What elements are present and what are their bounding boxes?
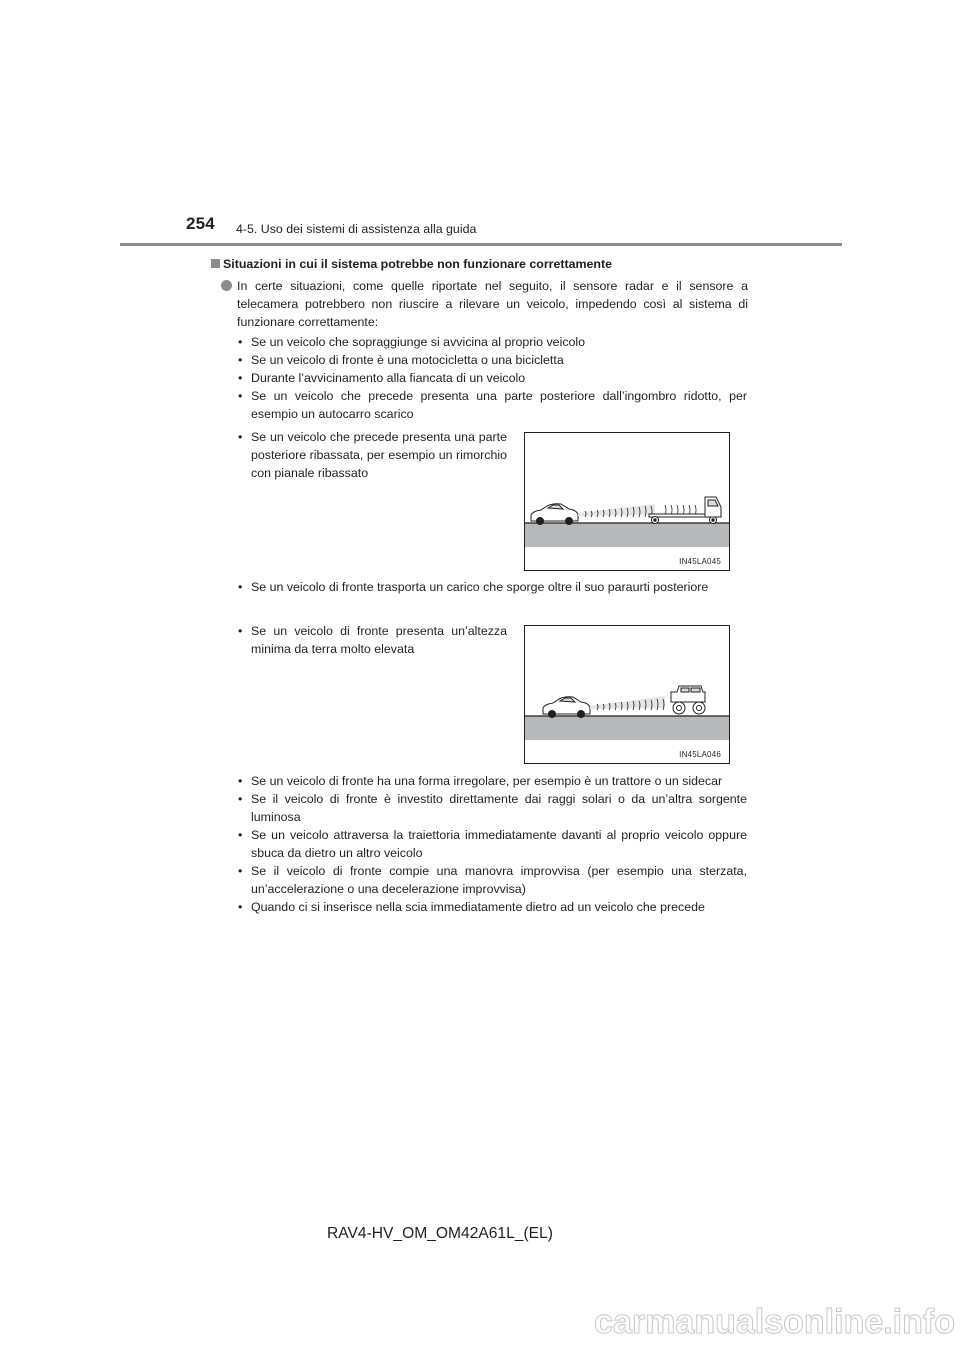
watermark [0,1295,960,1345]
truck-trailer-icon [649,497,721,524]
bullet-dot: • [238,828,243,842]
bullet-dot: • [238,353,243,367]
document-code: RAV4-HV_OM_OM42A61L_(EL) [327,1225,553,1242]
offroad-vehicle-icon [671,686,705,714]
low-trailer-illustration [525,433,729,570]
own-car-icon [543,697,590,718]
bullet-dot: • [238,774,243,788]
list-item: • Se un veicolo di fronte trasporta un carico che sporge oltre il suo paraurti posteriore [238,580,709,594]
page-header [0,0,960,250]
bullet-dot: • [238,430,243,444]
bullet-dot: • [238,580,243,594]
figure-low-trailer [524,432,730,571]
list-item: • Se un veicolo attraversa la traiettoria immediatamente davanti al proprio veicolo oppure sbuca da dietro un altro veicolo [238,828,747,860]
high-clearance-illustration [525,626,729,763]
header-rule [120,243,842,246]
bullet-list-2 [237,772,747,916]
bullet-dot: • [238,900,243,914]
own-car-icon [531,504,578,525]
list-item: • Se un veicolo che precede presenta una parte posteriore ribassata, per esempio un rimorchio con pianale ribassato [238,430,507,480]
list-item: • Quando ci si inserisce nella scia immediatamente dietro ad un veicolo che precede [238,900,705,914]
list-item: • Se un veicolo di fronte ha una forma irregolare, per esempio è un trattore o un sidecar [238,774,723,788]
list-item: • Se il veicolo di fronte compie una manovra improvvisa (per esempio una sterzata, un’accelerazione o una decelerazione improvvisa) [238,864,747,896]
square-marker-icon [211,259,220,268]
circle-bullet-icon [221,280,232,291]
bullet-list-fig2 [237,622,507,658]
watermark-logo [0,1295,960,1345]
list-item: • Se un veicolo di fronte presenta un’altezza minima da terra molto elevata [238,624,507,656]
list-item: • Se un veicolo che precede presenta una parte posteriore dall’ingombro ridotto, per esempio un autocarro scarico [238,389,747,421]
intro-paragraph: In certe situazioni, come quelle riportate nel seguito, il sensore radar e il sensore a telecamera potrebbero non riuscire a rilevare un veicolo, impedendo così al sistema di funzionare correttamente: [237,279,748,329]
section-title: 4-5. Uso dei sistemi di assistenza alla guida [236,222,477,236]
bullet-dot: • [238,371,243,385]
list-item: • Se il veicolo di fronte è investito direttamente dai raggi solari o da un’altra sorgente luminosa [238,792,747,824]
page-number: 254 [186,214,215,233]
watermark-text: carmanualsonline.info [594,1303,955,1341]
bullet-list-fig1 [237,428,507,482]
figure-caption: IN45LA045 [679,557,721,566]
bullet-dot: • [238,864,243,878]
road-surface [525,716,729,740]
bullet-dot: • [238,389,243,403]
bullet-list-1 [237,333,747,423]
section-heading-text: Situazioni in cui il sistema potrebbe non funzionare correttamente [223,257,612,271]
bullet-dot: • [238,335,243,349]
figure-caption: IN45LA046 [679,750,721,759]
list-item: • Se un veicolo che sopraggiunge si avvicina al proprio veicolo [238,335,586,349]
bullet-dot: • [238,624,243,638]
figure-high-clearance [524,625,730,764]
list-item: • Durante l’avvicinamento alla fiancata di un veicolo [238,371,526,385]
list-item: • Se un veicolo di fronte è una motocicletta o una bicicletta [238,353,564,367]
radar-beam [578,504,655,516]
road-surface [525,523,729,547]
section-heading [211,257,612,271]
bullet-list-mid [237,578,747,596]
bullet-dot: • [238,792,243,806]
